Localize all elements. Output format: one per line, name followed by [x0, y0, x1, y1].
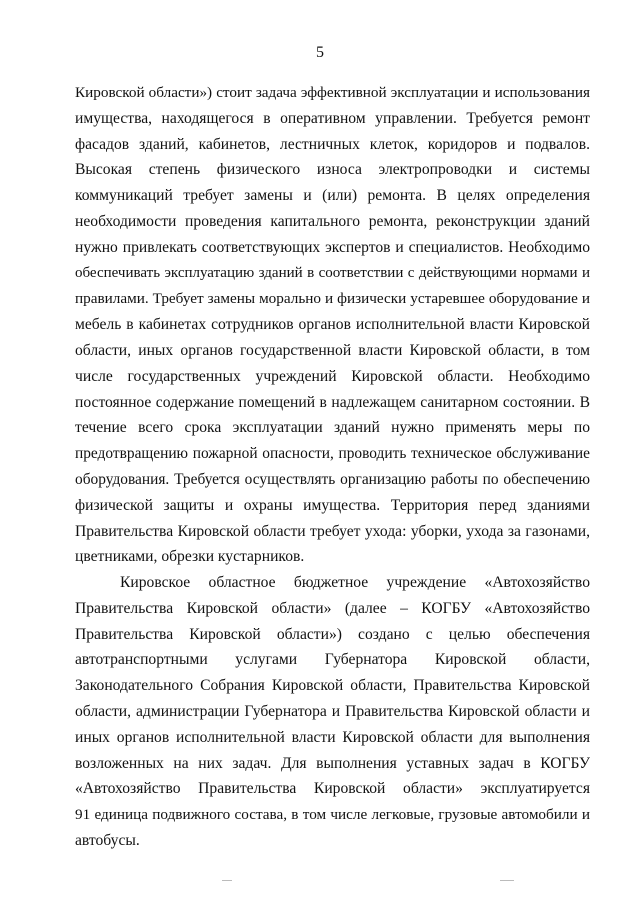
- paragraph-2: [75, 570, 590, 854]
- text-line: иных органов исполнительной власти Кировской области для выполнения: [75, 728, 590, 746]
- text-line: Правительства Кировской области») создано с целью обеспечения: [75, 625, 590, 643]
- text-line: течение всего срока эксплуатации зданий нужно применять меры по: [75, 419, 590, 437]
- text-line: Правительства Кировской области» (далее – КОГБУ «Автохозяйство: [75, 599, 590, 617]
- text-line: нужно привлекать соответствующих экспертов и специалистов. Необходимо: [75, 238, 590, 256]
- text-line: фасадов зданий, кабинетов, лестничных клеток, коридоров и подвалов.: [75, 135, 590, 153]
- text-line: «Автохозяйство Правительства Кировской области» эксплуатируется: [75, 780, 590, 798]
- text-line: возложенных на них задач. Для выполнения уставных задач в КОГБУ: [75, 754, 590, 772]
- text-line: области, администрации Губернатора и Правительства Кировской области и: [75, 702, 590, 720]
- text-line: коммуникаций требует замены и (или) ремонта. В целях определения: [75, 187, 590, 205]
- page-number: 5: [316, 44, 324, 61]
- text-line: 91 единица подвижного состава, в том числе легковые, грузовые автомобили и: [75, 806, 590, 824]
- text-line: цветниками, обрезки кустарников.: [75, 548, 305, 566]
- text-line: Высокая степень физического износа электропроводки и системы: [75, 161, 590, 179]
- text-line: физической защиты и охраны имущества. Территория перед зданиями: [75, 496, 590, 514]
- text-line: оборудования. Требуется осуществлять организацию работы по обеспечению: [75, 470, 590, 488]
- paragraph-1: [75, 80, 590, 570]
- text-line: автобусы.: [75, 831, 140, 849]
- scan-speck: [500, 880, 514, 881]
- text-line: числе государственных учреждений Кировской области. Необходимо: [75, 367, 590, 385]
- text-line: Кировской области») стоит задача эффективной эксплуатации и использования: [75, 84, 590, 101]
- text-line: мебель в кабинетах сотрудников органов исполнительной власти Кировской: [75, 316, 590, 334]
- text-line: имущества, находящегося в оперативном управлении. Требуется ремонт: [75, 109, 590, 127]
- text-line: Законодательного Собрания Кировской области, Правительства Кировской: [75, 677, 590, 695]
- text-line: обеспечивать эксплуатацию зданий в соответствии с действующими нормами и: [75, 264, 590, 281]
- text-line: необходимости проведения капитального ремонта, реконструкции зданий: [75, 212, 590, 230]
- text-line: области, иных органов государственной власти Кировской области, в том: [75, 341, 590, 359]
- text-line: автотранспортными услугами Губернатора Кировской области,: [75, 651, 590, 669]
- text-line: правилами. Требует замены морально и физически устаревшее оборудование и: [75, 290, 590, 308]
- text-line: Кировское областное бюджетное учреждение «Автохозяйство: [120, 574, 590, 591]
- text-line: предотвращению пожарной опасности, проводить техническое обслуживание: [75, 445, 590, 463]
- text-line: Правительства Кировской области требует ухода: уборки, ухода за газонами,: [75, 522, 590, 540]
- scan-speck: [222, 880, 232, 881]
- text-line: постоянное содержание помещений в надлежащем санитарном состоянии. В: [75, 393, 590, 411]
